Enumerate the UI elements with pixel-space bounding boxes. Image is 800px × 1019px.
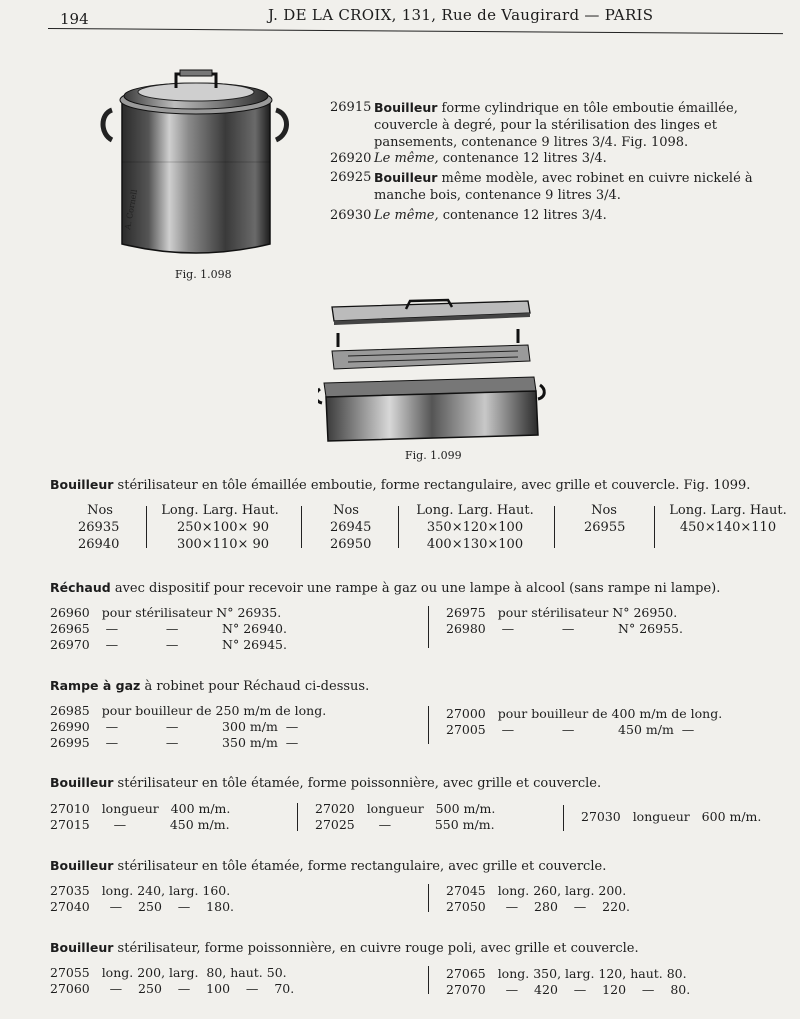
list-item: 26975 pour stérilisateur N° 26950. bbox=[446, 605, 678, 620]
column-divider bbox=[654, 506, 655, 548]
table-cell: 26955 bbox=[584, 520, 626, 535]
column-divider bbox=[146, 506, 147, 548]
running-head: J. DE LA CROIX, 131, Rue de Vaugirard — PARIS bbox=[268, 6, 654, 24]
list-item: 27040 — 250 — 180. bbox=[50, 899, 235, 914]
section-heading: Bouilleur stérilisateur, forme poissonnière, en cuivre rouge poli, avec grille et couvercle. bbox=[50, 940, 639, 956]
table-cell: 26935 bbox=[78, 520, 120, 535]
column-divider bbox=[554, 506, 555, 548]
figure-1099-caption: Fig. 1.099 bbox=[405, 449, 462, 462]
column-divider bbox=[563, 805, 564, 831]
table-cell: 26950 bbox=[330, 537, 372, 552]
page-header bbox=[0, 2, 800, 42]
list-item: 27015 — 450 m/m. bbox=[50, 817, 230, 832]
list-item: 26995 — — 350 m/m — bbox=[50, 735, 299, 750]
table-cell: 26945 bbox=[330, 520, 372, 535]
section-heading: Rampe à gaz à robinet pour Réchaud ci-dessus. bbox=[50, 678, 370, 694]
section-heading: Bouilleur stérilisateur en tôle étamée, forme poissonnière, avec grille et couvercle. bbox=[50, 775, 602, 791]
figure-1098-signature: A. Cornell bbox=[123, 188, 140, 231]
list-item: 26960 pour stérilisateur N° 26935. bbox=[50, 605, 282, 620]
column-divider bbox=[428, 966, 429, 994]
header-rule bbox=[48, 28, 783, 34]
list-item: 27045 long. 260, larg. 200. bbox=[446, 883, 627, 898]
list-item: 26920 Le même, contenance 12 litres 3/4. bbox=[330, 151, 607, 166]
list-item: 26970 — — N° 26945. bbox=[50, 637, 287, 652]
list-item: 26930 Le même, contenance 12 litres 3/4. bbox=[330, 208, 607, 223]
column-divider bbox=[398, 506, 399, 548]
list-item: 27050 — 280 — 220. bbox=[446, 899, 631, 914]
column-header-dims: Long. Larg. Haut. bbox=[161, 503, 279, 518]
column-header-nos: Nos bbox=[591, 503, 617, 518]
column-divider bbox=[301, 506, 302, 548]
list-item: 26965 — — N° 26940. bbox=[50, 621, 287, 636]
table-cell: 300×110× 90 bbox=[176, 537, 270, 552]
table-cell: 450×140×110 bbox=[679, 520, 777, 535]
list-item: 26980 — — N° 26955. bbox=[446, 621, 683, 636]
figure-1098-pot bbox=[100, 62, 300, 272]
list-item: 27005 — — 450 m/m — bbox=[446, 722, 695, 737]
list-item: 26990 — — 300 m/m — bbox=[50, 719, 299, 734]
list-item: 27060 — 250 — 100 — 70. bbox=[50, 981, 295, 996]
column-divider bbox=[297, 803, 298, 831]
list-item: 27070 — 420 — 120 — 80. bbox=[446, 982, 691, 997]
figure-1098-caption: Fig. 1.098 bbox=[175, 268, 232, 281]
list-item: 27025 — 550 m/m. bbox=[315, 817, 495, 832]
column-divider bbox=[428, 884, 429, 912]
column-header-nos: Nos bbox=[87, 503, 113, 518]
table-cell: 350×120×100 bbox=[426, 520, 524, 535]
column-divider bbox=[428, 606, 429, 648]
figure-1099-sterilizer bbox=[318, 295, 548, 445]
section-heading: Bouilleur stérilisateur en tôle étamée, forme rectangulaire, avec grille et couvercle. bbox=[50, 858, 607, 874]
list-item: 27020 longueur 500 m/m. bbox=[315, 801, 496, 816]
list-item: 27010 longueur 400 m/m. bbox=[50, 801, 231, 816]
list-item: 27035 long. 240, larg. 160. bbox=[50, 883, 231, 898]
list-item: 26925 Bouilleur même modèle, avec robinet en cuivre nickelé à manche bois, contenance 9 litres 3/4. bbox=[330, 170, 753, 203]
list-item: 27000 pour bouilleur de 400 m/m de long. bbox=[446, 706, 723, 721]
list-item: 27030 longueur 600 m/m. bbox=[581, 809, 762, 824]
table-cell: 400×130×100 bbox=[426, 537, 524, 552]
column-header-dims: Long. Larg. Haut. bbox=[669, 503, 787, 518]
list-item: 27065 long. 350, larg. 120, haut. 80. bbox=[446, 966, 687, 981]
section-heading: Bouilleur stérilisateur en tôle émaillée emboutie, forme rectangulaire, avec grille et couvercle. Fig. 1099. bbox=[50, 477, 751, 493]
table-cell: 250×100× 90 bbox=[176, 520, 270, 535]
list-item: 26915 Bouilleur forme cylindrique en tôle emboutie émaillée, couvercle à degré, pour la stérilisation des linges et pansements, contenance 9 litres 3/4. Fig. 1098. bbox=[330, 100, 738, 150]
page-number: 194 bbox=[60, 10, 89, 28]
column-header-dims: Long. Larg. Haut. bbox=[416, 503, 534, 518]
column-divider bbox=[428, 706, 429, 744]
table-cell: 26940 bbox=[78, 537, 120, 552]
list-item: 27055 long. 200, larg. 80, haut. 50. bbox=[50, 965, 287, 980]
column-header-nos: Nos bbox=[333, 503, 359, 518]
section-heading: Réchaud avec dispositif pour recevoir une rampe à gaz ou une lampe à alcool (sans rampe ni lampe). bbox=[50, 580, 721, 596]
list-item: 26985 pour bouilleur de 250 m/m de long. bbox=[50, 703, 327, 718]
